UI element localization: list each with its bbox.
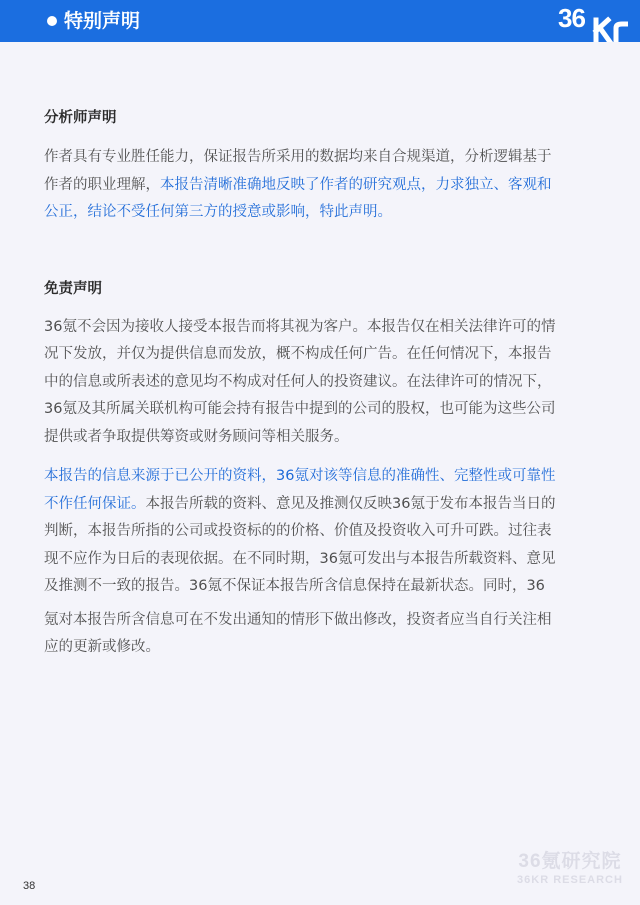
body-text: 况下发放，并仅为提供信息而发放，概不构成任何广告。在任何情况下，本报告 (44, 346, 552, 362)
svg-text:36: 36 (558, 3, 585, 33)
highlighted-text: 不作任何保证。 (44, 495, 146, 512)
watermark-cn: 36氪研究院 (518, 851, 622, 872)
body-text: 作者具有专业胜任能力，保证报告所采用的数据均来自合规渠道，分析逻辑基于 (44, 149, 552, 165)
disclaimer-paragraph-2 (44, 463, 584, 601)
body-text: 36氪不会因为接收人接受本报告而将其视为客户。本报告仅在相关法律许可的情 (44, 318, 556, 335)
text-line (44, 396, 584, 424)
body-text: 36氪及其所属关联机构可能会持有报告中提到的公司的股权，也可能为这些公司 (44, 401, 556, 417)
text-line (44, 199, 584, 227)
page-title: 特别声明 (64, 10, 141, 32)
highlighted-text: 本报告的信息来源于已公开的资料，36氪对该等信息的准确性、完整性或可靠性 (44, 468, 556, 484)
bullet-icon (47, 16, 57, 26)
body-text: 判断，本报告所指的公司或投资标的的价格、价值及投资收入可升可跌。过往表 (44, 523, 552, 539)
text-line (44, 424, 584, 452)
text-line (44, 491, 584, 519)
header-bar (0, 0, 640, 42)
disclaimer-paragraph-1 (44, 314, 584, 452)
text-line (44, 341, 584, 369)
watermark (510, 851, 630, 887)
text-line (44, 546, 584, 574)
body-text: 氪对本报告所含信息可在不发出通知的情形下做出修改，投资者应当自行关注相 (44, 611, 552, 628)
body-text: 本报告所载的资料、意见及推测仅反映36氪于发布本报告当日的 (145, 495, 556, 512)
content (44, 108, 584, 662)
text-line (44, 172, 584, 200)
text-line (44, 314, 584, 342)
brand-logo (556, 0, 640, 42)
text-line (44, 463, 584, 491)
text-line (44, 573, 584, 601)
analyst-statement-title: 分析师声明 (44, 110, 117, 126)
analyst-statement-text (44, 144, 584, 227)
highlighted-text: 公正，结论不受任何第三方的授意或影响，特此声明。 (44, 204, 392, 220)
body-text: 及推测不一致的报告。36氪不保证本报告所含信息保持在最新状态。同时，36 (44, 578, 545, 594)
watermark-en: 36KR RESEARCH (517, 874, 623, 886)
body-text: 应的更新或修改。 (44, 639, 160, 655)
body-text: 中的信息或所表述的意见均不构成对任何人的投资建议。在法律许可的情况下， (44, 373, 552, 390)
text-line (44, 518, 584, 546)
body-text: 现不应作为日后的表现依据。在不同时期，36氪可发出与本报告所载资料、意见 (44, 550, 556, 567)
disclaimer-title: 免责声明 (44, 280, 102, 297)
body-text: 提供或者争取提供筹资或财务顾问等相关服务。 (44, 428, 349, 445)
text-line (44, 607, 584, 635)
page-number: 38 (23, 880, 36, 892)
text-line (44, 634, 584, 662)
text-line (44, 144, 584, 172)
text-line (44, 369, 584, 397)
highlighted-text: 本报告清晰准确地反映了作者的研究观点，力求独立、客观和 (160, 176, 552, 193)
disclaimer-paragraph-3 (44, 607, 584, 662)
body-text: 作者的职业理解， (44, 176, 160, 193)
